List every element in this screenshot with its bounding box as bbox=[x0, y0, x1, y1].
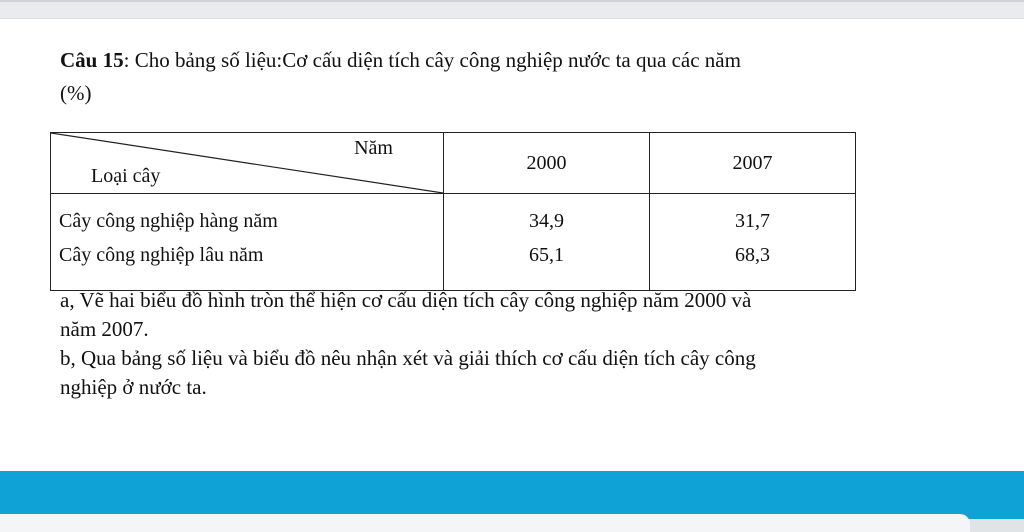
crop-name-annual: Cây công nghiệp hàng năm bbox=[59, 210, 278, 232]
question-number: Câu 15 bbox=[60, 48, 124, 72]
header-year-label: Năm bbox=[354, 137, 393, 159]
question-text bbox=[60, 44, 940, 110]
table-header-row bbox=[51, 133, 856, 194]
crop-type-cell bbox=[51, 194, 444, 291]
task-a-line2: năm 2007. bbox=[60, 317, 149, 341]
footer-band bbox=[0, 471, 1024, 519]
year-header-2000: 2000 bbox=[444, 133, 650, 194]
value-perennial-2007: 68,3 bbox=[735, 244, 770, 266]
values-2000-cell bbox=[444, 194, 650, 291]
task-list bbox=[60, 286, 940, 402]
diagonal-header-cell bbox=[51, 133, 444, 194]
crop-name-perennial: Cây công nghiệp lâu năm bbox=[59, 244, 264, 266]
values-2007-cell bbox=[650, 194, 856, 291]
task-b-line2: nghiệp ở nước ta. bbox=[60, 375, 207, 399]
top-divider bbox=[0, 0, 1024, 2]
value-perennial-2000: 65,1 bbox=[529, 244, 564, 266]
task-a-line1: a, Vẽ hai biểu đồ hình tròn thể hiện cơ cấu diện tích cây công nghiệp năm 2000 và bbox=[60, 288, 752, 312]
value-annual-2000: 34,9 bbox=[529, 210, 564, 232]
value-annual-2007: 31,7 bbox=[735, 210, 770, 232]
year-header-2007: 2007 bbox=[650, 133, 856, 194]
data-table bbox=[50, 132, 856, 291]
table-body-row bbox=[51, 194, 856, 291]
task-b-line1: b, Qua bảng số liệu và biểu đồ nêu nhận xét và giải thích cơ cấu diện tích cây công bbox=[60, 346, 756, 370]
header-type-label: Loại cây bbox=[91, 165, 161, 187]
question-body: : Cho bảng số liệu:Cơ cấu diện tích cây công nghiệp nước ta qua các năm bbox=[123, 48, 741, 72]
bottom-panel-edge bbox=[0, 514, 970, 532]
question-unit: (%) bbox=[60, 81, 92, 105]
top-bar bbox=[0, 0, 1024, 19]
